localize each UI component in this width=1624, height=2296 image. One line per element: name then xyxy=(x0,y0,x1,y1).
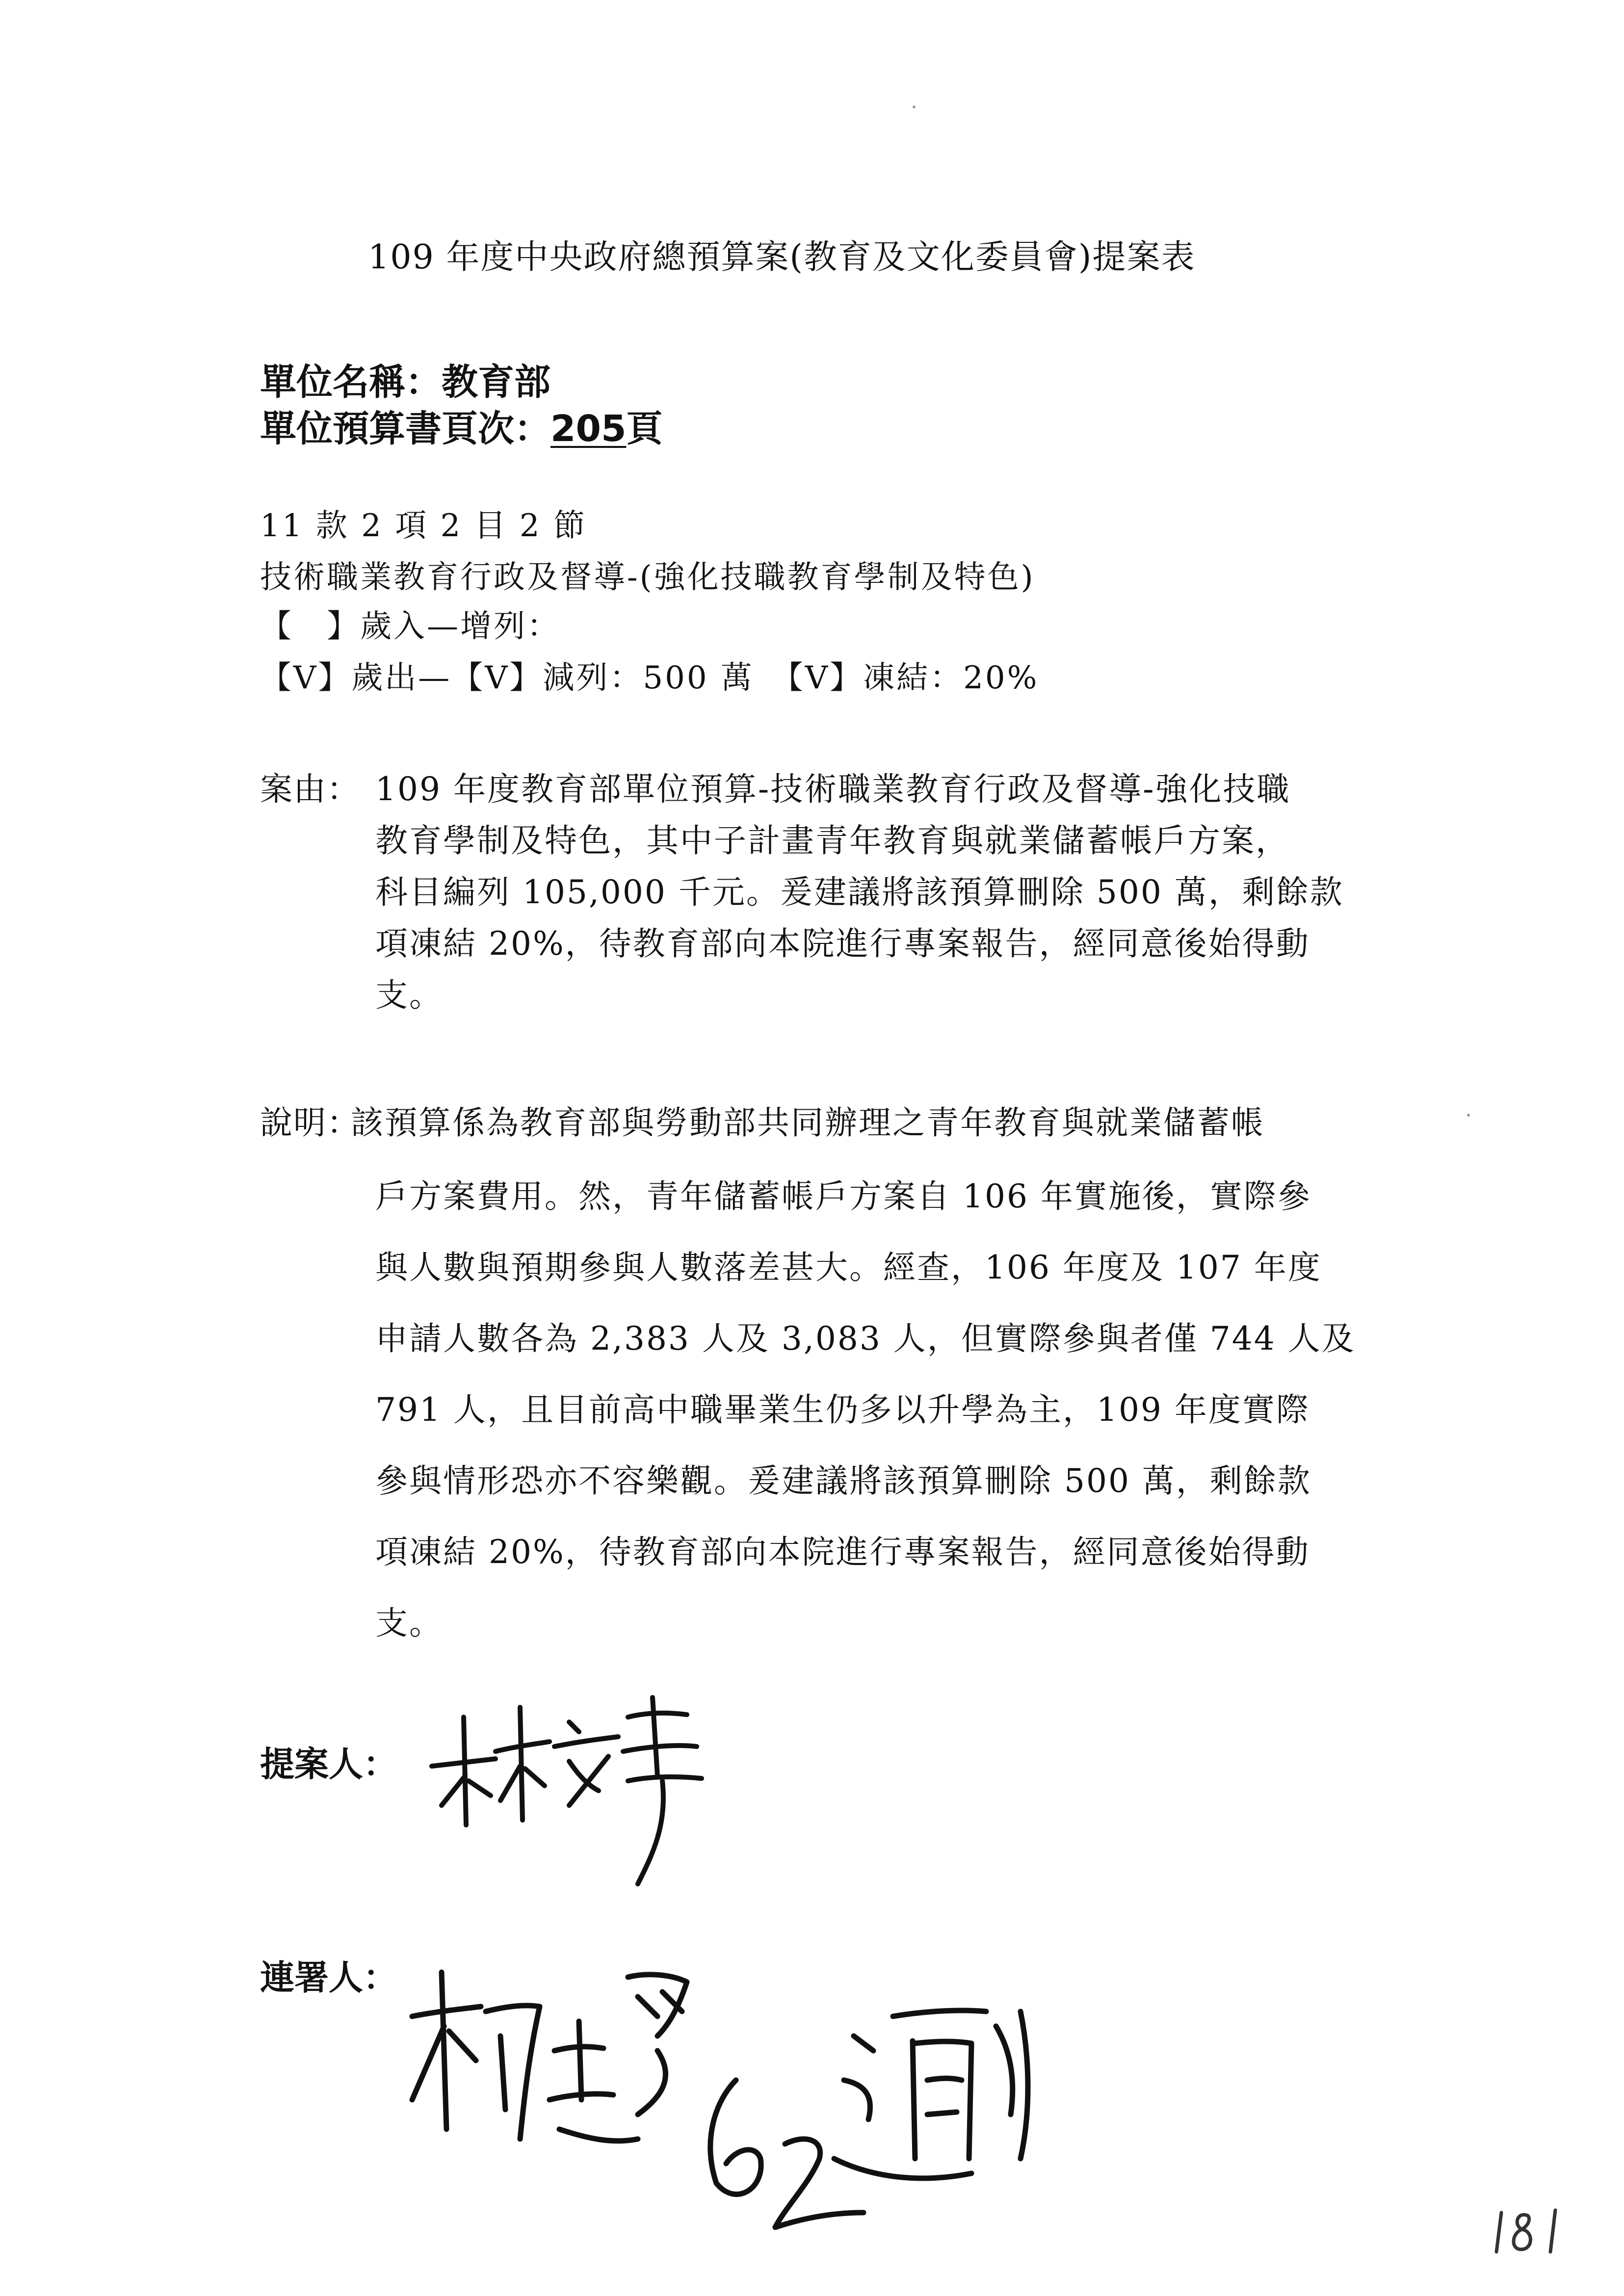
explain-line: 支。 xyxy=(375,1604,443,1642)
expenditure-line: 【V】歲出—【V】減列：500 萬 【V】凍結：20% xyxy=(260,660,1039,696)
case-line: 109 年度教育部單位預算-技術職業教育行政及督導-強化技職 xyxy=(375,770,1291,808)
explain-line: 該預算係為教育部與勞動部共同辦理之青年教育與就業儲蓄帳 xyxy=(351,1104,1265,1142)
case-line: 科目編列 105,000 千元。爰建議將該預算刪除 500 萬，剩餘款 xyxy=(375,873,1344,911)
document-title: 109 年度中央政府總預算案(教育及文化委員會)提案表 xyxy=(368,238,1196,277)
cosigner-signatures xyxy=(383,1953,1060,2267)
proposer-signature xyxy=(422,1678,726,1904)
case-line: 教育學制及特色，其中子計畫青年教育與就業儲蓄帳戶方案， xyxy=(375,822,1289,860)
case-label: 案由： xyxy=(260,770,360,808)
unit-page-number: 205 xyxy=(550,408,627,450)
explain-label: 說明： xyxy=(260,1104,360,1142)
section-title: 技術職業教育行政及督導-(強化技職教育學制及特色) xyxy=(260,559,1035,596)
unit-page-suffix: 頁 xyxy=(626,408,663,450)
page-mark-handwritten xyxy=(1492,2203,1570,2262)
explain-line: 戶方案費用。然，青年儲蓄帳戶方案自 106 年實施後，實際參 xyxy=(375,1177,1311,1215)
revenue-line: 【 】歲入—增列： xyxy=(260,608,560,645)
unit-page-prefix: 單位預算書頁次： xyxy=(260,408,550,450)
cosigner-label: 連署人： xyxy=(260,1957,397,1998)
section-code: 11 款 2 項 2 目 2 節 xyxy=(260,508,587,544)
explain-line: 參與情形恐亦不容樂觀。爰建議將該預算刪除 500 萬，剩餘款 xyxy=(375,1462,1311,1500)
scan-speck xyxy=(913,105,916,108)
case-line: 支。 xyxy=(375,976,443,1014)
unit-name: 單位名稱：教育部 xyxy=(260,361,550,403)
case-line: 項凍結 20%，待教育部向本院進行專案報告，經同意後始得動 xyxy=(375,925,1310,963)
scan-speck xyxy=(1467,1114,1470,1117)
explain-line: 791 人，且目前高中職畢業生仍多以升學為主，109 年度實際 xyxy=(375,1391,1310,1429)
unit-page xyxy=(260,400,662,452)
proposer-label: 提案人： xyxy=(260,1744,397,1784)
explain-line: 與人數與預期參與人數落差甚大。經查，106 年度及 107 年度 xyxy=(375,1249,1322,1286)
explain-line: 項凍結 20%，待教育部向本院進行專案報告，經同意後始得動 xyxy=(375,1533,1310,1571)
explain-line: 申請人數各為 2,383 人及 3,083 人，但實際參與者僅 744 人及 xyxy=(375,1320,1356,1357)
